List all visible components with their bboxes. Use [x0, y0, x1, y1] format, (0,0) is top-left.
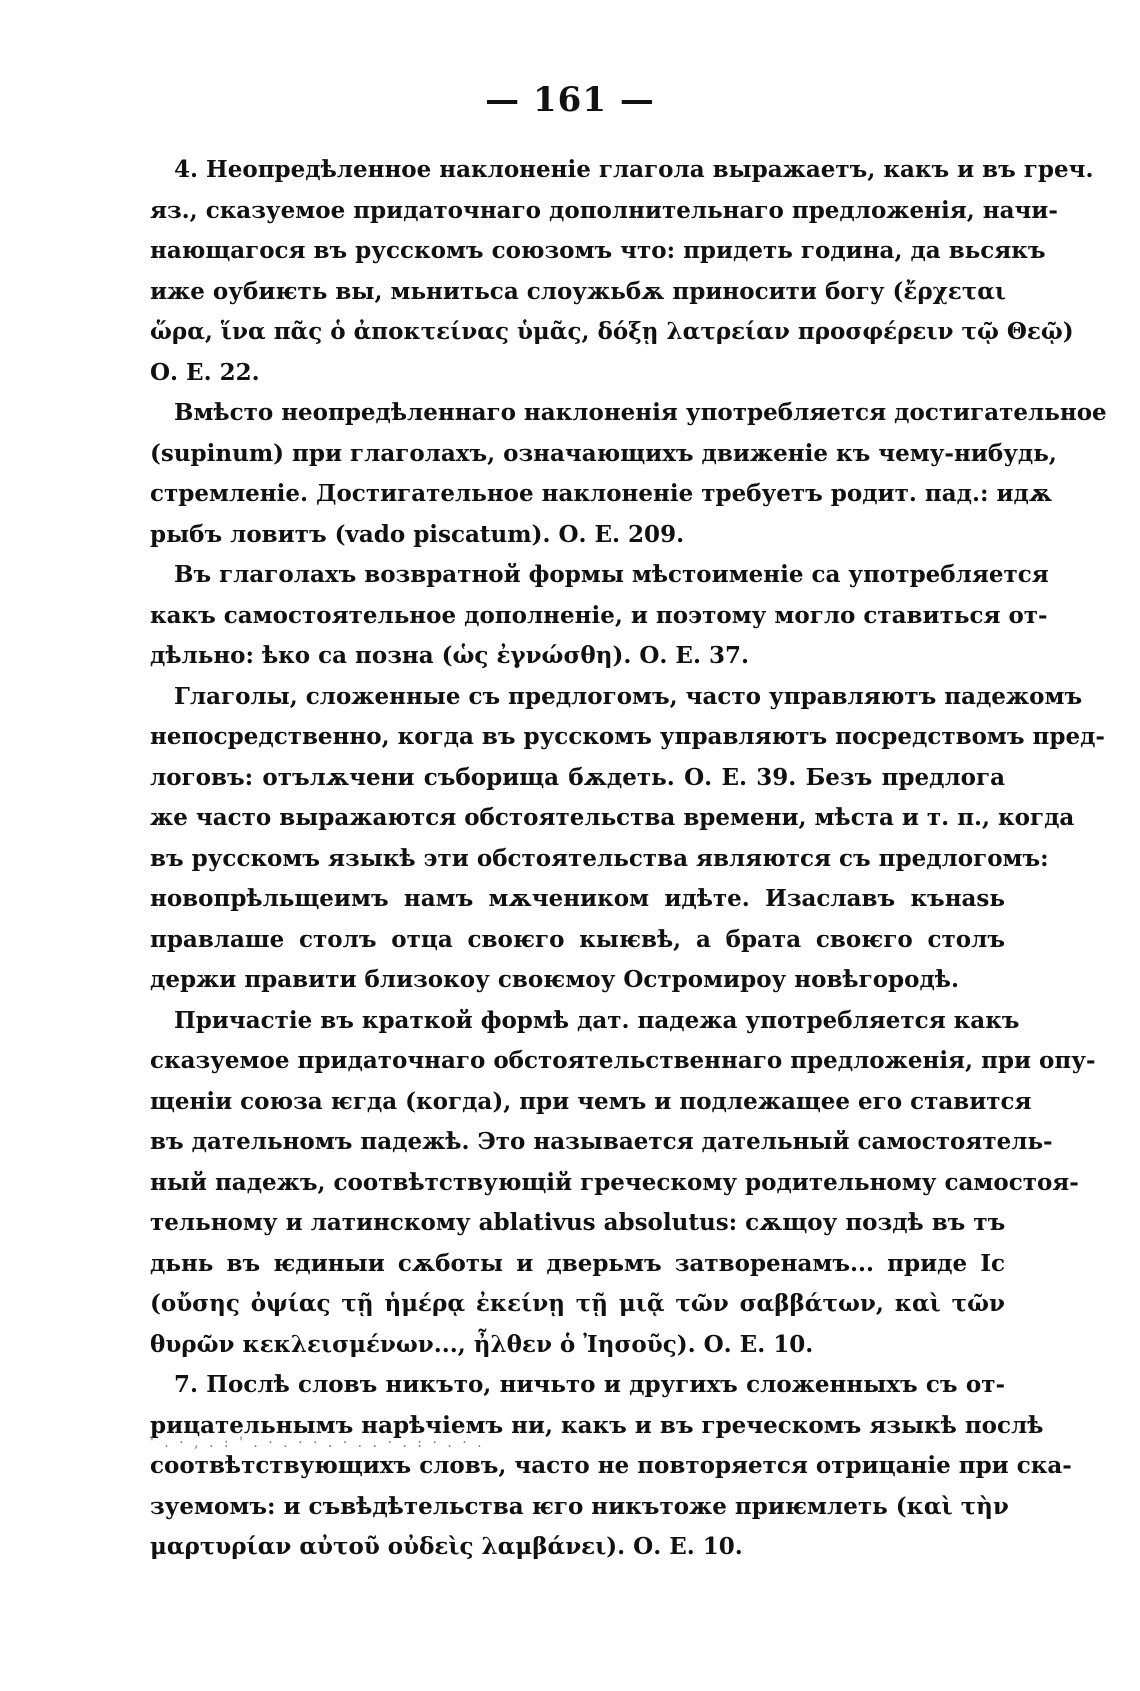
text-line: стремленіе. Достигательное наклоненіе требуетъ родит. пад.: идѫ [150, 480, 1053, 507]
text-line: Причастіе въ краткой формѣ дат. падежа употребляется какъ [174, 1006, 1020, 1034]
text-line: щеніи союза ѥгда (когда), при чемъ и подлежащее его ставится [150, 1087, 1032, 1115]
text-line: держи правити близокоу своѥмоу Остромироу новѣгородѣ. [150, 966, 959, 993]
text-line: рыбъ ловитъ (vado piscatum). О. Е. 209. [150, 520, 685, 548]
text-line: дьнь въ ѥдиныи сѫботы и дверьмъ затворенамъ... приде Іс [150, 1249, 1005, 1277]
text-line: ὥρα, ἵνα πᾶς ὁ ἀποκτείνας ὑμᾶς, δόξῃ λατρείαν προσφέρειν τῷ Θεῷ) [150, 318, 1074, 345]
text-line: ный падежъ, соотвѣтствующій греческому родительному самостоя- [150, 1168, 1079, 1196]
text-line: (οὔσης ὀψίας τῇ ἡμέρᾳ ἐκείνῃ τῇ μιᾷ τῶν σαββάτων, καὶ τῶν [150, 1290, 1005, 1317]
text-line: въ дательномъ падежѣ. Это называется дательный самостоятель- [150, 1128, 1053, 1155]
text-line: Въ глаголахъ возвратной формы мѣстоименіе са употребляется [174, 561, 1049, 588]
text-line: логовъ: отълѫчени съборища бѫдеть. О. Е. 39. Безъ предлога [150, 763, 1005, 791]
text-line: зуемомъ: и съвѣдѣтельства ѥго никътоже приѥмлеть (καὶ τὴν [150, 1492, 1009, 1520]
text-line: въ русскомъ языкѣ эти обстоятельства являются съ предлогомъ: [150, 844, 1049, 872]
text-line: рицательнымъ нарѣчіемъ ни, какъ и въ греческомъ языкѣ послѣ [150, 1411, 1044, 1439]
text-line: (supinum) при глаголахъ, означающихъ движеніе къ чему-нибудь, [150, 439, 1057, 467]
text-line: μαρτυρίαν αὐτοῦ οὐδεὶς λαμβάνει). О. Е. 10. [150, 1533, 743, 1560]
text-line: непосредственно, когда въ русскомъ управляютъ посредствомъ пред- [150, 723, 1105, 750]
text-line: нающагося въ русскомъ союзомъ что: придеть година, да вьсякъ [150, 237, 1046, 264]
print-speckles: ' . · , . : ' . · . · · . · . . · . : · . · . [150, 1435, 485, 1451]
text-line: дѣльно: ѣко са позна (ὡς ἐγνώσθη). О. Е. 37. [150, 642, 749, 669]
text-line: тельному и латинскому ablativus absolutus: сѫщоу поздѣ въ тъ [150, 1209, 1006, 1236]
text-line: какъ самостоятельное дополненіе, и поэтому могло ставиться от- [150, 601, 1048, 629]
text-line: 7. Послѣ словъ никъто, ничьто и другихъ сложенныхъ съ от- [174, 1371, 1005, 1398]
text-line: Глаголы, сложенные съ предлогомъ, часто управляютъ падежомъ [174, 682, 1083, 710]
page-text [150, 150, 1107, 1568]
text-line: новопрѣльщеимъ намъ мѫчеником идѣте. Изаславъ кънаѕь [150, 885, 1005, 912]
text-line: θυρῶν κεκλεισμένων..., ἦλθεν ὁ Ἰησοῦς). О. Е. 10. [150, 1330, 814, 1358]
text-line: правлаше столъ отца своѥго кыѥвѣ, а брата своѥго столъ [150, 925, 1005, 953]
text-line: яз., сказуемое придаточнаго дополнительнаго предложенія, начи- [150, 196, 1058, 224]
page-number: — 161 — [485, 80, 655, 120]
text-line: сказуемое придаточнаго обстоятельственнаго предложенія, при опу- [150, 1047, 1096, 1074]
text-line: иже оубиѥть вы, мьнитьса слоужьбѫ приносити богу (ἔρχεται [150, 277, 1007, 305]
text-line: О. Е. 22. [150, 358, 260, 386]
text-line: 4. Неопредѣленное наклоненіе глагола выражаетъ, какъ и въ греч. [174, 156, 1094, 183]
text-line: же часто выражаются обстоятельства времени, мѣста и т. п., когда [150, 804, 1075, 831]
text-line: Вмѣсто неопредѣленнаго наклоненія употребляется достигательное [174, 399, 1107, 426]
text-line: соотвѣтствующихъ словъ, часто не повторяется отрицаніе при ска- [150, 1452, 1072, 1479]
